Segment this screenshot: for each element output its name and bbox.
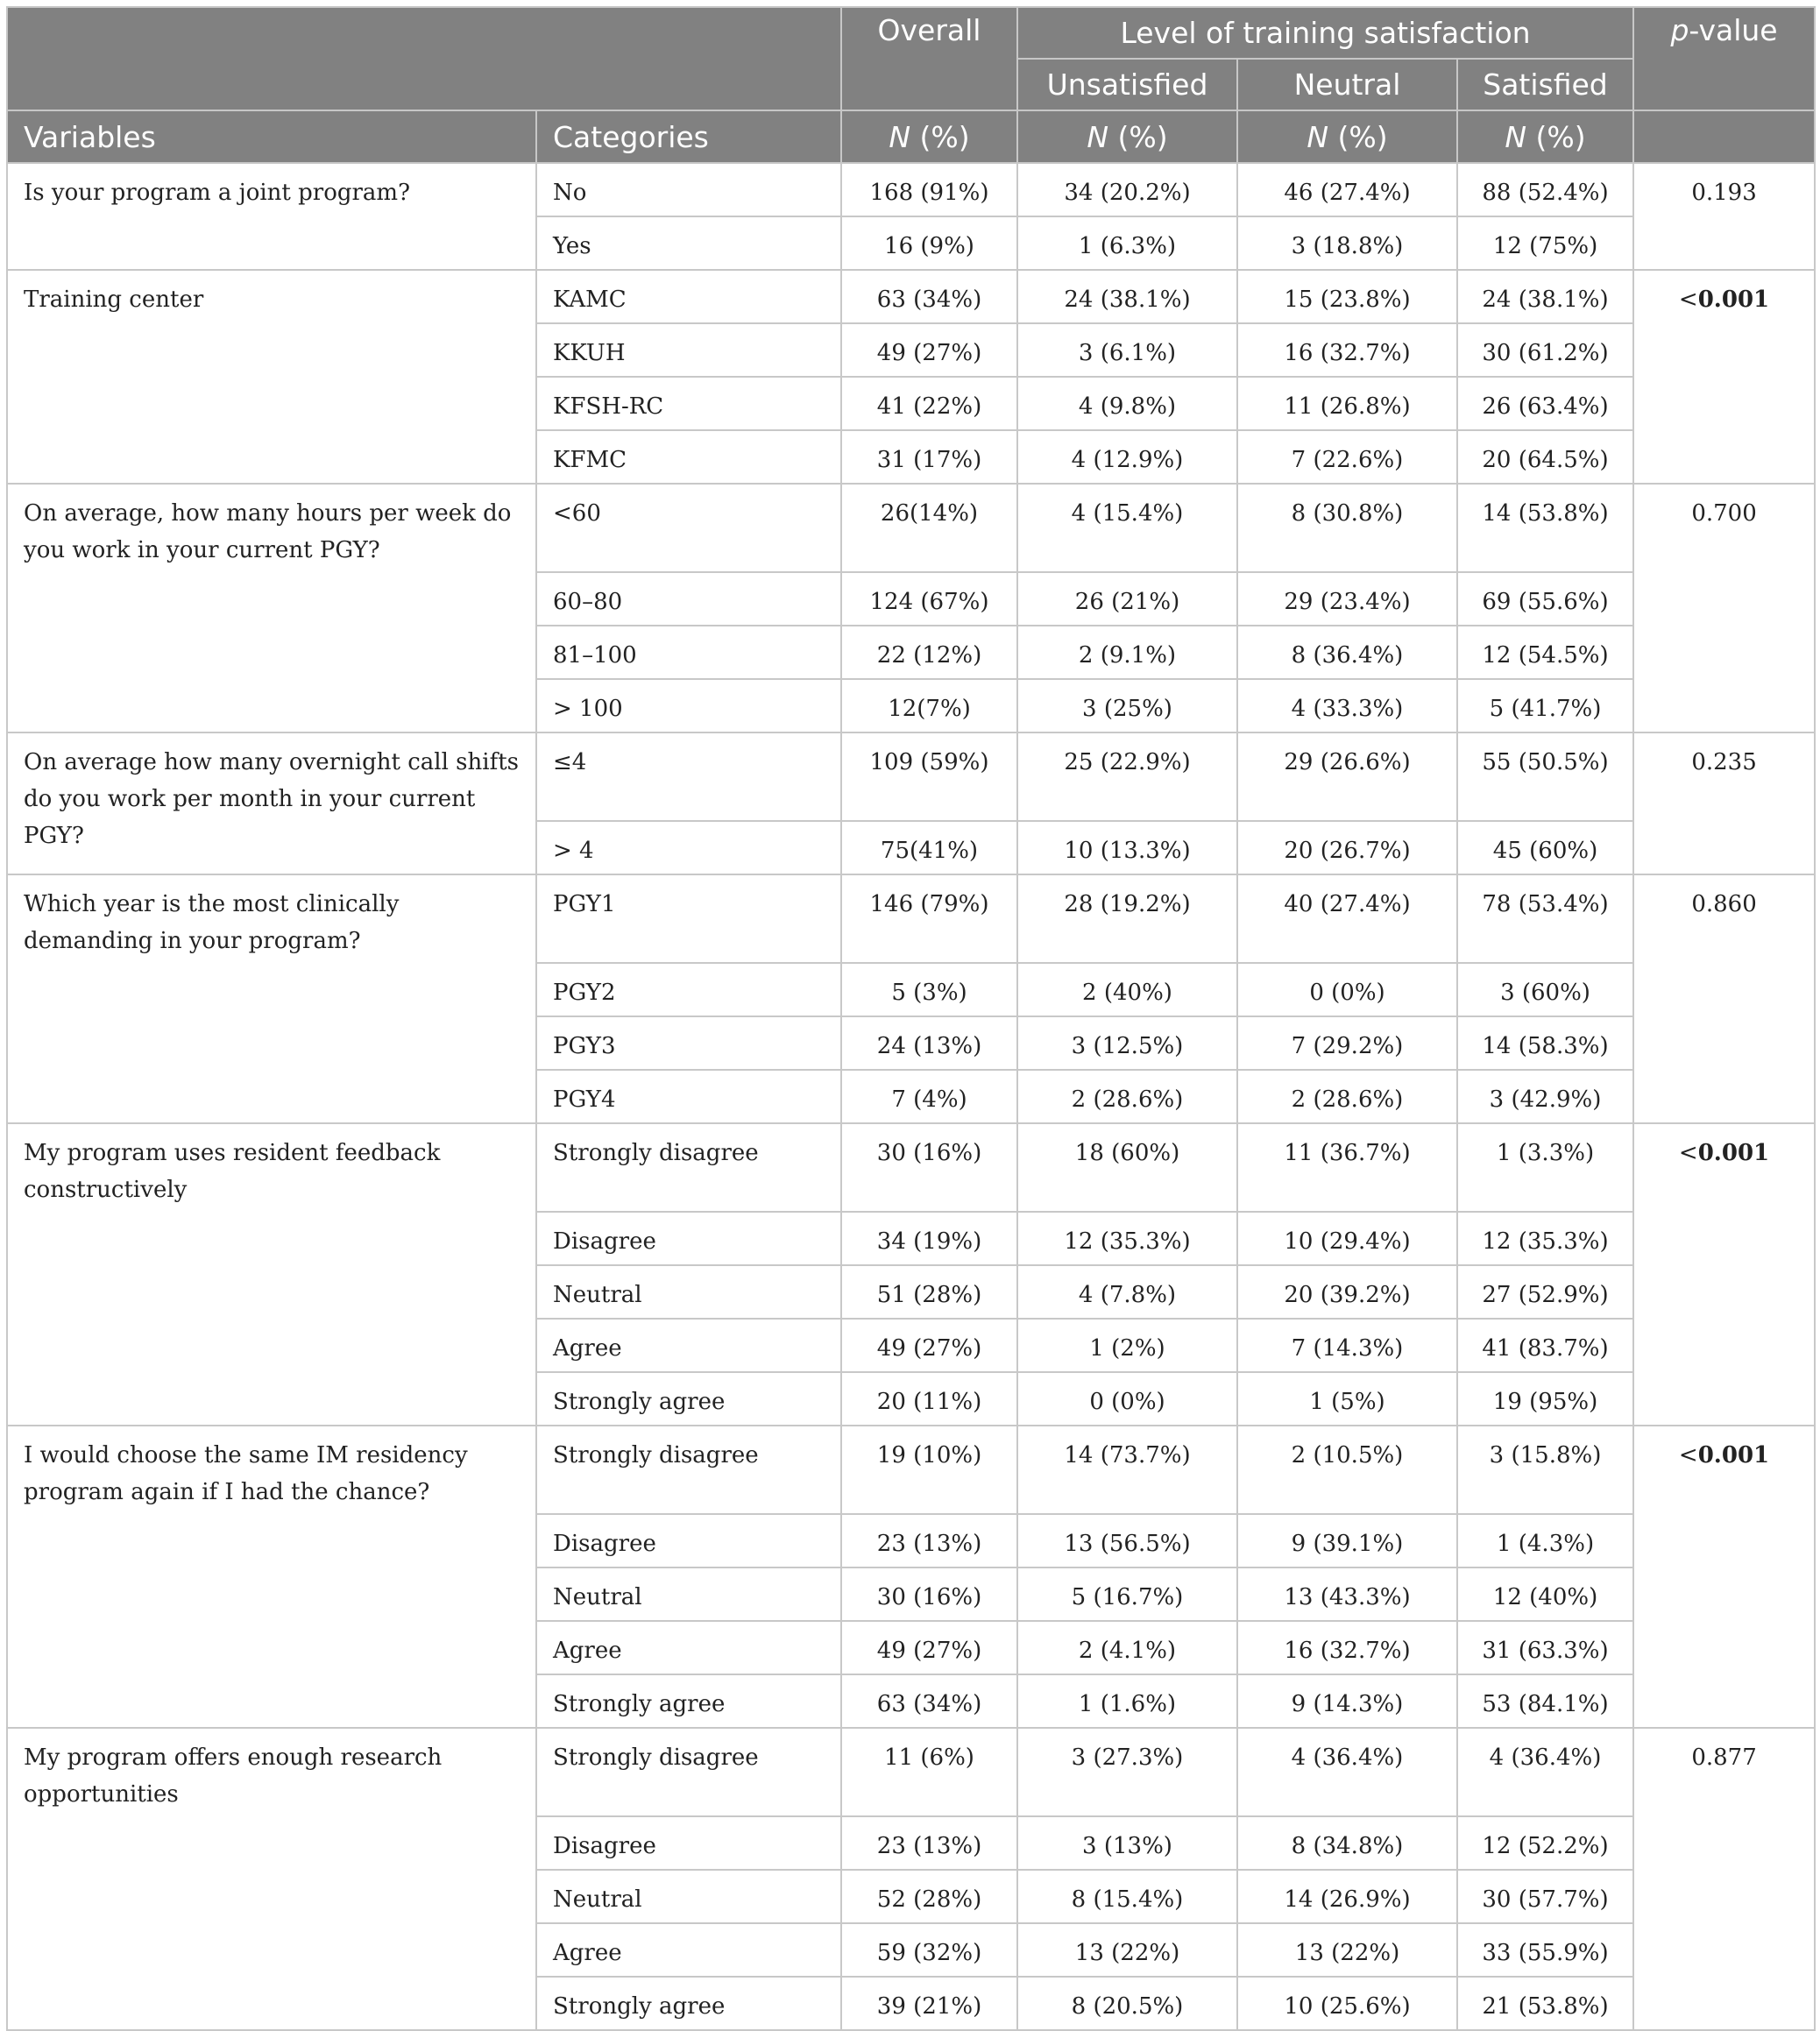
variable-cell: On average how many overnight call shifts do you work per month in your current PGY? <box>7 732 536 874</box>
unsatisfied-value-cell: 2 (4.1%) <box>1017 1621 1237 1674</box>
satisfied-value-cell: 12 (54.5%) <box>1457 626 1633 679</box>
overall-value-cell: 7 (4%) <box>841 1070 1017 1123</box>
n-pct: (%) <box>1108 119 1168 154</box>
unsatisfied-value-cell: 18 (60%) <box>1017 1123 1237 1212</box>
overall-value-cell: 24 (13%) <box>841 1016 1017 1070</box>
category-cell: ≤4 <box>536 732 841 821</box>
overall-value-cell: 124 (67%) <box>841 572 1017 626</box>
neutral-value-cell: 16 (32.7%) <box>1237 1621 1457 1674</box>
unsatisfied-value-cell: 2 (9.1%) <box>1017 626 1237 679</box>
overall-value-cell: 26(14%) <box>841 484 1017 572</box>
overall-value-cell: 59 (32%) <box>841 1923 1017 1977</box>
neutral-value-cell: 4 (36.4%) <box>1237 1728 1457 1816</box>
neutral-value-cell: 7 (22.6%) <box>1237 430 1457 484</box>
category-cell: Strongly agree <box>536 1674 841 1728</box>
unsatisfied-value-cell: 8 (20.5%) <box>1017 1977 1237 2030</box>
unsatisfied-value-cell: 1 (6.3%) <box>1017 216 1237 270</box>
overall-value-cell: 49 (27%) <box>841 1319 1017 1372</box>
satisfied-value-cell: 26 (63.4%) <box>1457 377 1633 430</box>
category-cell: Strongly disagree <box>536 1123 841 1212</box>
satisfied-value-cell: 30 (61.2%) <box>1457 323 1633 377</box>
category-cell: KFMC <box>536 430 841 484</box>
overall-value-cell: 19 (10%) <box>841 1426 1017 1514</box>
overall-value-cell: 30 (16%) <box>841 1567 1017 1621</box>
pvalue-cell <box>1633 1728 1815 2030</box>
overall-value-cell: 41 (22%) <box>841 377 1017 430</box>
satisfied-value-cell: 33 (55.9%) <box>1457 1923 1633 1977</box>
unsatisfied-value-cell: 25 (22.9%) <box>1017 732 1237 821</box>
overall-value-cell: 5 (3%) <box>841 963 1017 1016</box>
overall-value-cell: 146 (79%) <box>841 874 1017 963</box>
unsatisfied-value-cell: 4 (9.8%) <box>1017 377 1237 430</box>
table-row <box>7 732 1815 821</box>
overall-value-cell: 23 (13%) <box>841 1514 1017 1567</box>
overall-value-cell: 12(7%) <box>841 679 1017 732</box>
pvalue-prefix: < <box>1678 1140 1698 1166</box>
category-cell: Strongly disagree <box>536 1728 841 1816</box>
header-unsatisfied: Unsatisfied <box>1017 59 1237 110</box>
overall-value-cell: 52 (28%) <box>841 1870 1017 1923</box>
neutral-value-cell: 40 (27.4%) <box>1237 874 1457 963</box>
header-unsatisfied-n <box>1017 110 1237 163</box>
category-cell: Neutral <box>536 1870 841 1923</box>
category-cell: No <box>536 163 841 216</box>
overall-value-cell: 20 (11%) <box>841 1372 1017 1426</box>
category-cell: Neutral <box>536 1567 841 1621</box>
satisfied-value-cell: 14 (58.3%) <box>1457 1016 1633 1070</box>
satisfaction-table <box>6 6 1816 2031</box>
header-blank-cell <box>7 7 841 110</box>
neutral-value-cell: 8 (34.8%) <box>1237 1816 1457 1870</box>
header-pvalue-blank <box>1633 110 1815 163</box>
unsatisfied-value-cell: 12 (35.3%) <box>1017 1212 1237 1265</box>
pvalue-significant: 0.001 <box>1697 1442 1770 1468</box>
satisfied-value-cell: 3 (60%) <box>1457 963 1633 1016</box>
neutral-value-cell: 11 (36.7%) <box>1237 1123 1457 1212</box>
satisfied-value-cell: 1 (3.3%) <box>1457 1123 1633 1212</box>
pvalue-number: 0.235 <box>1691 749 1757 775</box>
unsatisfied-value-cell: 0 (0%) <box>1017 1372 1237 1426</box>
satisfied-value-cell: 12 (35.3%) <box>1457 1212 1633 1265</box>
pvalue-number: 0.193 <box>1691 180 1757 206</box>
variable-cell: My program offers enough research opportunities <box>7 1728 536 2030</box>
pvalue-cell <box>1633 874 1815 1123</box>
unsatisfied-value-cell: 2 (40%) <box>1017 963 1237 1016</box>
neutral-value-cell: 7 (29.2%) <box>1237 1016 1457 1070</box>
category-cell: Strongly agree <box>536 1372 841 1426</box>
n-italic: N <box>1087 119 1109 154</box>
satisfied-value-cell: 4 (36.4%) <box>1457 1728 1633 1816</box>
pvalue-cell <box>1633 163 1815 270</box>
unsatisfied-value-cell: 3 (27.3%) <box>1017 1728 1237 1816</box>
header-satisfied-n <box>1457 110 1633 163</box>
satisfied-value-cell: 14 (53.8%) <box>1457 484 1633 572</box>
overall-value-cell: 22 (12%) <box>841 626 1017 679</box>
table-row <box>7 1123 1815 1212</box>
category-cell: Agree <box>536 1621 841 1674</box>
table-row <box>7 484 1815 572</box>
overall-value-cell: 49 (27%) <box>841 323 1017 377</box>
category-cell: Neutral <box>536 1265 841 1319</box>
satisfied-value-cell: 5 (41.7%) <box>1457 679 1633 732</box>
category-cell: 81–100 <box>536 626 841 679</box>
neutral-value-cell: 29 (23.4%) <box>1237 572 1457 626</box>
category-cell: 60–80 <box>536 572 841 626</box>
variable-cell: Which year is the most clinically demanding in your program? <box>7 874 536 1123</box>
neutral-value-cell: 1 (5%) <box>1237 1372 1457 1426</box>
unsatisfied-value-cell: 34 (20.2%) <box>1017 163 1237 216</box>
unsatisfied-value-cell: 3 (25%) <box>1017 679 1237 732</box>
overall-value-cell: 51 (28%) <box>841 1265 1017 1319</box>
category-cell: Disagree <box>536 1514 841 1567</box>
satisfied-value-cell: 45 (60%) <box>1457 821 1633 874</box>
category-cell: <60 <box>536 484 841 572</box>
overall-value-cell: 63 (34%) <box>841 1674 1017 1728</box>
satisfied-value-cell: 27 (52.9%) <box>1457 1265 1633 1319</box>
overall-value-cell: 23 (13%) <box>841 1816 1017 1870</box>
table-row <box>7 1426 1815 1514</box>
category-cell: Strongly disagree <box>536 1426 841 1514</box>
unsatisfied-value-cell: 3 (13%) <box>1017 1816 1237 1870</box>
overall-value-cell: 16 (9%) <box>841 216 1017 270</box>
unsatisfied-value-cell: 28 (19.2%) <box>1017 874 1237 963</box>
satisfied-value-cell: 1 (4.3%) <box>1457 1514 1633 1567</box>
satisfied-value-cell: 24 (38.1%) <box>1457 270 1633 323</box>
unsatisfied-value-cell: 1 (1.6%) <box>1017 1674 1237 1728</box>
category-cell: Disagree <box>536 1212 841 1265</box>
overall-value-cell: 49 (27%) <box>841 1621 1017 1674</box>
n-pct: (%) <box>1328 119 1388 154</box>
header-satisfaction-group: Level of training satisfaction <box>1017 7 1633 59</box>
unsatisfied-value-cell: 8 (15.4%) <box>1017 1870 1237 1923</box>
satisfied-value-cell: 41 (83.7%) <box>1457 1319 1633 1372</box>
category-cell: Strongly agree <box>536 1977 841 2030</box>
unsatisfied-value-cell: 4 (15.4%) <box>1017 484 1237 572</box>
variable-cell: I would choose the same IM residency program again if I had the chance? <box>7 1426 536 1728</box>
variable-cell: Is your program a joint program? <box>7 163 536 270</box>
pvalue-prefix: < <box>1678 1442 1698 1468</box>
header-pvalue <box>1633 7 1815 110</box>
header-neutral-n <box>1237 110 1457 163</box>
overall-value-cell: 11 (6%) <box>841 1728 1017 1816</box>
satisfied-value-cell: 53 (84.1%) <box>1457 1674 1633 1728</box>
pvalue-number: 0.877 <box>1691 1744 1757 1771</box>
satisfied-value-cell: 30 (57.7%) <box>1457 1870 1633 1923</box>
category-cell: KFSH-RC <box>536 377 841 430</box>
neutral-value-cell: 2 (28.6%) <box>1237 1070 1457 1123</box>
unsatisfied-value-cell: 3 (6.1%) <box>1017 323 1237 377</box>
category-cell: PGY1 <box>536 874 841 963</box>
category-cell: PGY4 <box>536 1070 841 1123</box>
pvalue-suffix: -value <box>1689 13 1778 47</box>
table-row <box>7 874 1815 963</box>
n-pct: (%) <box>1526 119 1586 154</box>
table-row <box>7 1728 1815 1816</box>
unsatisfied-value-cell: 26 (21%) <box>1017 572 1237 626</box>
neutral-value-cell: 7 (14.3%) <box>1237 1319 1457 1372</box>
unsatisfied-value-cell: 10 (13.3%) <box>1017 821 1237 874</box>
unsatisfied-value-cell: 13 (56.5%) <box>1017 1514 1237 1567</box>
unsatisfied-value-cell: 4 (7.8%) <box>1017 1265 1237 1319</box>
satisfied-value-cell: 31 (63.3%) <box>1457 1621 1633 1674</box>
header-overall: Overall <box>841 7 1017 110</box>
pvalue-cell <box>1633 1426 1815 1728</box>
unsatisfied-value-cell: 5 (16.7%) <box>1017 1567 1237 1621</box>
neutral-value-cell: 3 (18.8%) <box>1237 216 1457 270</box>
table-container <box>6 6 1814 2031</box>
category-cell: Yes <box>536 216 841 270</box>
category-cell: > 100 <box>536 679 841 732</box>
variable-cell: On average, how many hours per week do you work in your current PGY? <box>7 484 536 732</box>
neutral-value-cell: 29 (26.6%) <box>1237 732 1457 821</box>
satisfied-value-cell: 78 (53.4%) <box>1457 874 1633 963</box>
satisfied-value-cell: 12 (75%) <box>1457 216 1633 270</box>
category-cell: KKUH <box>536 323 841 377</box>
header-variables: Variables <box>7 110 536 163</box>
satisfied-value-cell: 3 (15.8%) <box>1457 1426 1633 1514</box>
category-cell: Disagree <box>536 1816 841 1870</box>
overall-value-cell: 30 (16%) <box>841 1123 1017 1212</box>
overall-value-cell: 63 (34%) <box>841 270 1017 323</box>
table-row <box>7 163 1815 216</box>
satisfied-value-cell: 88 (52.4%) <box>1457 163 1633 216</box>
variable-cell: Training center <box>7 270 536 484</box>
pvalue-cell <box>1633 732 1815 874</box>
unsatisfied-value-cell: 3 (12.5%) <box>1017 1016 1237 1070</box>
neutral-value-cell: 9 (39.1%) <box>1237 1514 1457 1567</box>
satisfied-value-cell: 55 (50.5%) <box>1457 732 1633 821</box>
category-cell: Agree <box>536 1923 841 1977</box>
header-overall-n <box>841 110 1017 163</box>
pvalue-cell <box>1633 484 1815 732</box>
pvalue-cell <box>1633 270 1815 484</box>
unsatisfied-value-cell: 2 (28.6%) <box>1017 1070 1237 1123</box>
neutral-value-cell: 20 (39.2%) <box>1237 1265 1457 1319</box>
n-pct: (%) <box>910 119 970 154</box>
unsatisfied-value-cell: 4 (12.9%) <box>1017 430 1237 484</box>
overall-value-cell: 34 (19%) <box>841 1212 1017 1265</box>
pvalue-prefix: < <box>1678 287 1698 313</box>
pvalue-significant: 0.001 <box>1697 1140 1770 1166</box>
satisfied-value-cell: 21 (53.8%) <box>1457 1977 1633 2030</box>
table-header <box>7 7 1815 163</box>
neutral-value-cell: 9 (14.3%) <box>1237 1674 1457 1728</box>
unsatisfied-value-cell: 1 (2%) <box>1017 1319 1237 1372</box>
neutral-value-cell: 10 (29.4%) <box>1237 1212 1457 1265</box>
pvalue-cell <box>1633 1123 1815 1426</box>
n-italic: N <box>1307 119 1329 154</box>
unsatisfied-value-cell: 24 (38.1%) <box>1017 270 1237 323</box>
neutral-value-cell: 8 (36.4%) <box>1237 626 1457 679</box>
neutral-value-cell: 8 (30.8%) <box>1237 484 1457 572</box>
table-row <box>7 270 1815 323</box>
category-cell: PGY2 <box>536 963 841 1016</box>
neutral-value-cell: 13 (22%) <box>1237 1923 1457 1977</box>
neutral-value-cell: 20 (26.7%) <box>1237 821 1457 874</box>
neutral-value-cell: 0 (0%) <box>1237 963 1457 1016</box>
variable-cell: My program uses resident feedback constructively <box>7 1123 536 1426</box>
header-satisfied: Satisfied <box>1457 59 1633 110</box>
n-italic: N <box>1505 119 1527 154</box>
neutral-value-cell: 11 (26.8%) <box>1237 377 1457 430</box>
overall-value-cell: 168 (91%) <box>841 163 1017 216</box>
overall-value-cell: 75(41%) <box>841 821 1017 874</box>
category-cell: PGY3 <box>536 1016 841 1070</box>
pvalue-number: 0.700 <box>1691 500 1757 527</box>
neutral-value-cell: 2 (10.5%) <box>1237 1426 1457 1514</box>
header-categories: Categories <box>536 110 841 163</box>
n-italic: N <box>889 119 911 154</box>
unsatisfied-value-cell: 14 (73.7%) <box>1017 1426 1237 1514</box>
neutral-value-cell: 15 (23.8%) <box>1237 270 1457 323</box>
pvalue-significant: 0.001 <box>1697 287 1770 313</box>
overall-value-cell: 109 (59%) <box>841 732 1017 821</box>
category-cell: Agree <box>536 1319 841 1372</box>
neutral-value-cell: 13 (43.3%) <box>1237 1567 1457 1621</box>
neutral-value-cell: 4 (33.3%) <box>1237 679 1457 732</box>
neutral-value-cell: 46 (27.4%) <box>1237 163 1457 216</box>
overall-value-cell: 39 (21%) <box>841 1977 1017 2030</box>
neutral-value-cell: 16 (32.7%) <box>1237 323 1457 377</box>
category-cell: > 4 <box>536 821 841 874</box>
unsatisfied-value-cell: 13 (22%) <box>1017 1923 1237 1977</box>
overall-value-cell: 31 (17%) <box>841 430 1017 484</box>
pvalue-number: 0.860 <box>1691 891 1757 917</box>
neutral-value-cell: 10 (25.6%) <box>1237 1977 1457 2030</box>
satisfied-value-cell: 20 (64.5%) <box>1457 430 1633 484</box>
table-body <box>7 163 1815 2030</box>
satisfied-value-cell: 3 (42.9%) <box>1457 1070 1633 1123</box>
satisfied-value-cell: 69 (55.6%) <box>1457 572 1633 626</box>
pvalue-p-italic: p <box>1670 13 1689 47</box>
header-neutral: Neutral <box>1237 59 1457 110</box>
satisfied-value-cell: 12 (40%) <box>1457 1567 1633 1621</box>
neutral-value-cell: 14 (26.9%) <box>1237 1870 1457 1923</box>
satisfied-value-cell: 12 (52.2%) <box>1457 1816 1633 1870</box>
satisfied-value-cell: 19 (95%) <box>1457 1372 1633 1426</box>
category-cell: KAMC <box>536 270 841 323</box>
